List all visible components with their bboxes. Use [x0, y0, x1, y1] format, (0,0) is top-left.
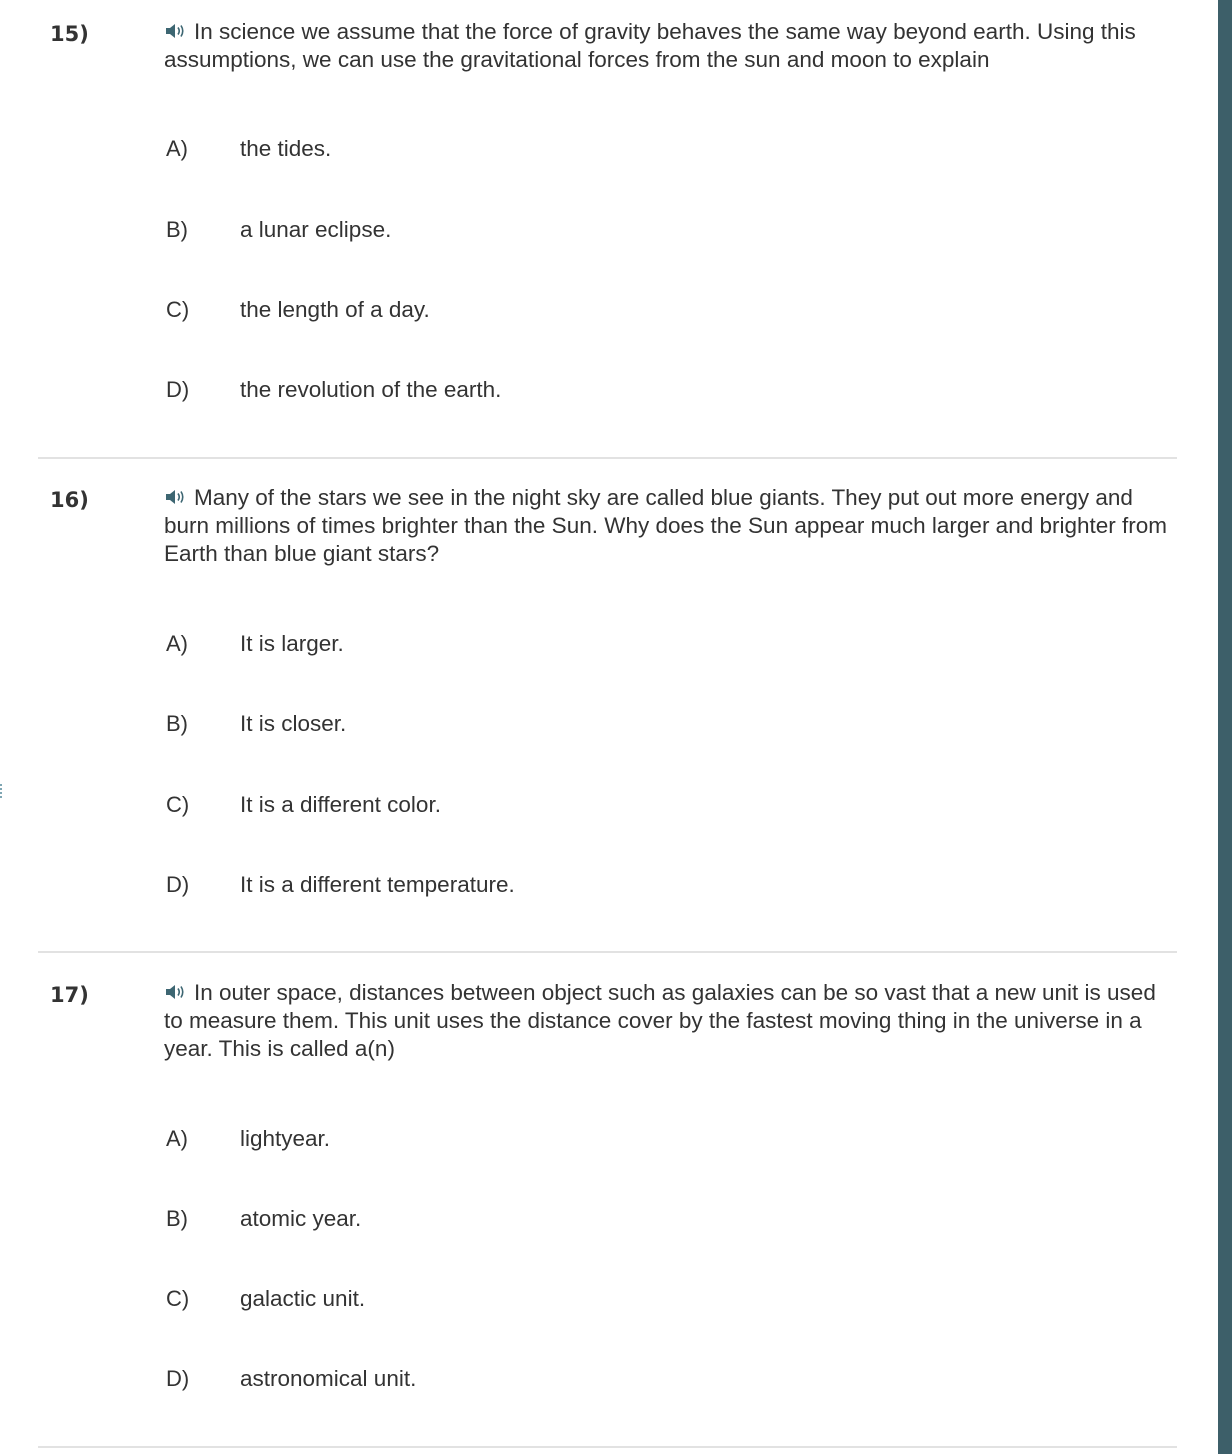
answer-text: galactic unit.: [240, 1286, 366, 1311]
answer-text: astronomical unit.: [240, 1366, 417, 1391]
question-text: [164, 18, 1174, 74]
speaker-icon[interactable]: [164, 19, 188, 37]
answer-letter: B): [166, 1206, 188, 1231]
question-divider: [38, 1446, 1177, 1448]
question-divider: [38, 951, 1177, 953]
answer-option-d[interactable]: [0, 377, 1100, 417]
answer-letter: B): [166, 711, 188, 736]
question-prompt: In outer space, distances between object such as galaxies can be so vast that a new unit is used to measure them. This unit uses the distance cover by the fastest moving thing in the universe in a year. This is called a(n): [164, 980, 1156, 1061]
answer-option-b[interactable]: [0, 217, 1100, 257]
answer-text: atomic year.: [240, 1206, 362, 1231]
answer-letter: C): [166, 792, 190, 817]
answer-option-b[interactable]: [0, 711, 1100, 751]
question-number: 16): [50, 488, 89, 512]
speaker-icon[interactable]: [164, 980, 188, 998]
answer-option-c[interactable]: [0, 792, 1100, 832]
answer-letter: A): [166, 631, 188, 656]
answer-text: It is closer.: [240, 711, 347, 736]
answer-option-b[interactable]: [0, 1206, 1100, 1246]
answer-letter: C): [166, 1286, 190, 1311]
answer-text: lightyear.: [240, 1126, 331, 1151]
question-divider: [38, 457, 1177, 459]
answer-text: a lunar eclipse.: [240, 217, 392, 242]
answer-text: It is a different temperature.: [240, 872, 515, 897]
answer-text: the revolution of the earth.: [240, 377, 502, 402]
answer-text: the length of a day.: [240, 297, 430, 322]
answer-text: It is larger.: [240, 631, 344, 656]
answer-text: the tides.: [240, 136, 332, 161]
answer-option-c[interactable]: [0, 297, 1100, 337]
answer-letter: A): [166, 1126, 188, 1151]
answer-option-d[interactable]: [0, 872, 1100, 912]
answer-option-a[interactable]: [0, 136, 1100, 176]
question-number: 15): [50, 22, 89, 46]
answer-letter: A): [166, 136, 188, 161]
question-text: [164, 979, 1174, 1063]
question-prompt: In science we assume that the force of gravity behaves the same way beyond earth. Using this assumptions, we can use the gravitational forces from the sun and moon to explain: [164, 19, 1136, 72]
answer-letter: D): [166, 377, 190, 402]
answer-option-a[interactable]: [0, 631, 1100, 671]
answer-option-c[interactable]: [0, 1286, 1100, 1326]
answer-letter: B): [166, 217, 188, 242]
question-number: 17): [50, 983, 89, 1007]
question-prompt: Many of the stars we see in the night sky are called blue giants. They put out more energy and burn millions of times brighter than the Sun. Why does the Sun appear much larger and brighter from Earth than blue giant stars?: [164, 485, 1168, 566]
speaker-icon[interactable]: [164, 485, 188, 503]
answer-letter: D): [166, 1366, 190, 1391]
side-panel-edge: [1218, 0, 1232, 1454]
question-text: [164, 484, 1174, 568]
answer-text: It is a different color.: [240, 792, 441, 817]
answer-letter: C): [166, 297, 190, 322]
answer-option-d[interactable]: [0, 1366, 1100, 1406]
answer-letter: D): [166, 872, 190, 897]
answer-option-a[interactable]: [0, 1126, 1100, 1166]
